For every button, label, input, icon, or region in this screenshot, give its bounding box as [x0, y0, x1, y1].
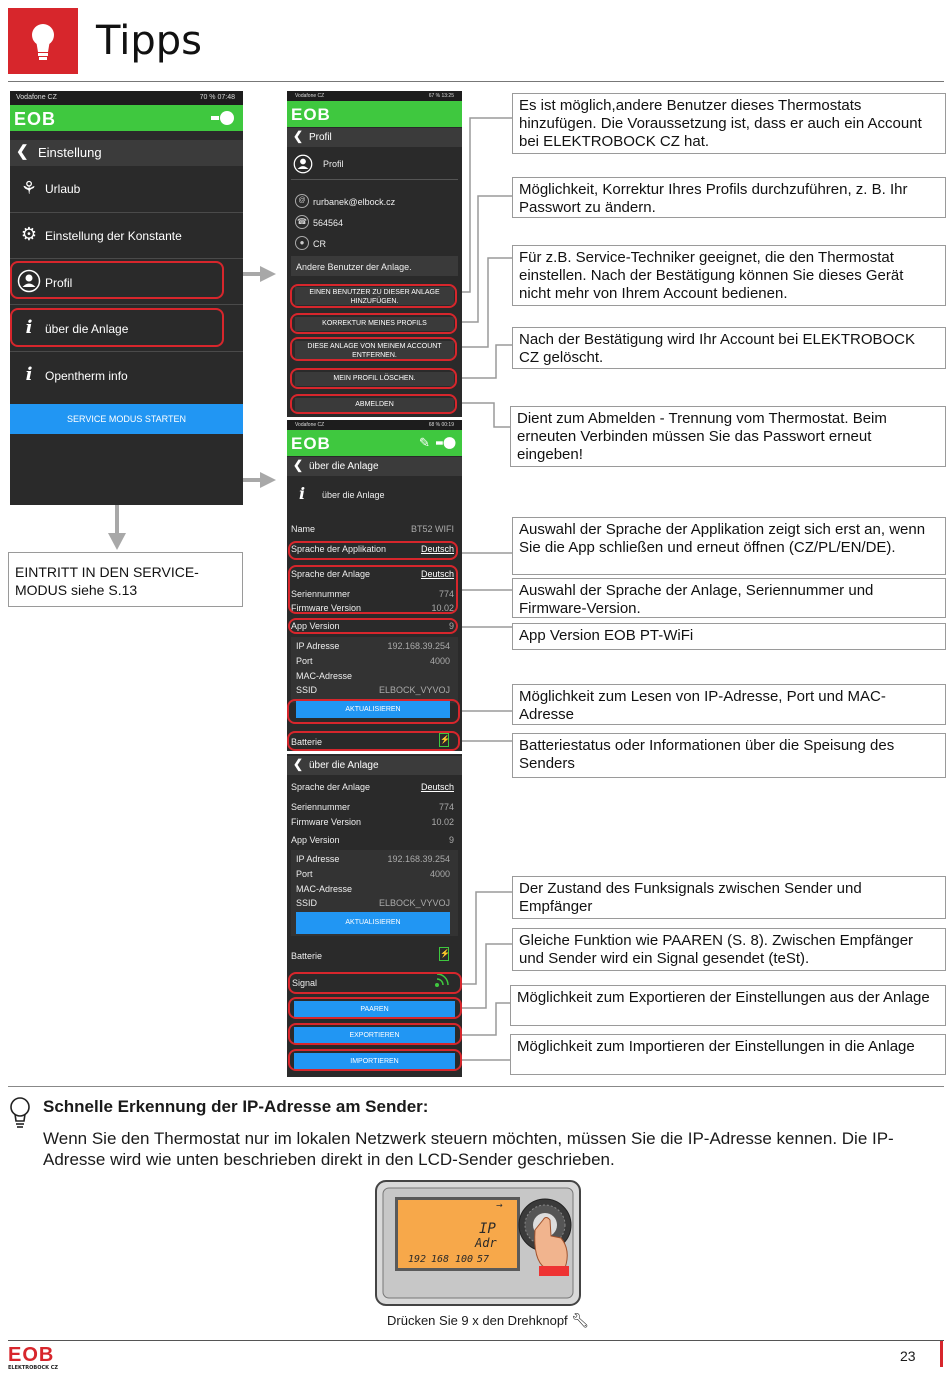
phone-icon: ☎ [295, 215, 309, 229]
mac-label: MAC-Adresse [296, 671, 353, 681]
service-mode-button[interactable]: SERVICE MODUS STARTEN [10, 404, 243, 434]
callout-export: Möglichkeit zum Exportieren der Einstellungen aus der Anlage [510, 985, 946, 1026]
device-language-select[interactable]: Deutsch [420, 782, 454, 792]
caption-text: Drücken Sie 9 x den Drehknopf [387, 1313, 568, 1328]
palm-tree-icon: ⚘ [20, 178, 38, 198]
highlight-battery [287, 731, 460, 751]
mac-label: MAC-Adresse [296, 884, 353, 894]
tip-heading: Schnelle Erkennung der IP-Adresse am Sender: [43, 1097, 429, 1116]
app-language-select[interactable]: Deutsch [420, 544, 454, 554]
battery-label: Batterie [291, 737, 323, 747]
callout-add-user: Es ist möglich,andere Benutzer dieses Thermostats hinzufügen. Die Voraussetzung ist, dass er auch ein Account bei ELEKTROBOCK CZ hat. [512, 93, 946, 154]
device-caption [387, 1312, 589, 1329]
highlight-import [288, 1049, 462, 1071]
location-icon: ● [295, 236, 309, 250]
app-language-label: Sprache der Applikation [291, 544, 387, 554]
profile-email: rurbanek@elbock.cz [313, 197, 396, 207]
screen-title: Einstellung [38, 145, 102, 160]
status-carrier: Vodafone CZ [295, 93, 325, 99]
lcd-line-ip: IP [479, 1221, 496, 1237]
port-label: Port [296, 656, 313, 666]
power-toggle-icon[interactable] [211, 110, 237, 126]
app-version-value: 9 [448, 835, 454, 845]
app-version-label: App Version [291, 835, 340, 845]
page-number: 23 [900, 1348, 916, 1364]
signal-label: Signal [292, 978, 318, 988]
menu-item-label: Profil [45, 276, 73, 290]
port-label: Port [296, 869, 313, 879]
svg-text:→: → [496, 1201, 503, 1210]
highlight-delete-profile [290, 368, 457, 389]
battery-power-icon: ⚡ [439, 733, 449, 747]
menu-item-konstante[interactable] [10, 213, 243, 259]
callout-remove-device: Für z.B. Service-Techniker geeignet, die den Thermostat einstellen. Nach der Bestätigung können Sie dieses Gerät nicht mehr von Ihrem Account bedienen. [512, 245, 946, 306]
back-bar[interactable] [287, 457, 462, 476]
lcd-digit: 100 [455, 1254, 474, 1265]
eob-logo: EOB [291, 105, 331, 124]
highlight-logout [290, 394, 457, 414]
thermostat-device-illustration [375, 1180, 581, 1306]
ip-value: 192.168.39.254 [387, 641, 450, 651]
highlight-ueber-anlage [10, 308, 224, 347]
power-toggle-icon[interactable] [436, 435, 458, 451]
highlight-add-user [290, 284, 457, 308]
callout-import: Möglichkeit zum Importieren der Einstellungen in die Anlage [510, 1034, 946, 1075]
status-battery-time: 68 % 00:19 [428, 422, 454, 428]
status-carrier: Vodafone CZ [16, 94, 57, 101]
refresh-button[interactable]: AKTUALISIEREN [296, 912, 450, 934]
back-bar[interactable] [287, 128, 462, 147]
chevron-left-icon: ❮ [293, 458, 304, 472]
divider [291, 179, 458, 180]
profile-phone: 564564 [313, 218, 344, 228]
callout-device-info: Auswahl der Sprache der Anlage, Seriennummer und Firmware-Version. [512, 578, 946, 618]
highlight-refresh [287, 699, 460, 724]
chevron-left-icon: ❮ [16, 143, 29, 160]
name-label: Name [291, 524, 316, 534]
gears-icon: ⚙ [20, 224, 38, 244]
tip-text: Wenn Sie den Thermostat nur im lokalen Netzwerk steuern möchten, müssen Sie die IP-Adresse kennen. Die IP-Adresse wird wie unten beschrieben direkt in den LCD-Sender geschrieben. [43, 1129, 894, 1169]
page-title: Tipps [96, 18, 202, 64]
edit-pencil-icon[interactable]: ✎ [419, 435, 430, 450]
lcd-digit: 168 [431, 1254, 450, 1265]
status-bar [10, 91, 243, 105]
user-icon [293, 154, 313, 174]
ssid-label: SSID [296, 898, 318, 908]
menu-item-opentherm[interactable] [10, 352, 243, 399]
lightbulb-icon [8, 1096, 32, 1132]
menu-item-label: Opentherm info [45, 369, 128, 383]
section-title: über die Anlage [322, 490, 385, 500]
firmware-label: Firmware Version [291, 603, 362, 613]
screen-title: über die Anlage [309, 760, 379, 771]
battery-label: Batterie [291, 951, 323, 961]
back-bar[interactable] [10, 140, 243, 166]
status-battery-time: 67 % 13:25 [428, 93, 454, 99]
menu-item-label: Einstellung der Konstante [45, 229, 182, 243]
status-carrier: Vodafone CZ [295, 422, 325, 428]
highlight-app-language [288, 541, 458, 560]
refresh-button[interactable]: AKTUALISIEREN [296, 701, 450, 718]
port-value: 4000 [429, 869, 450, 879]
ip-label: IP Adresse [296, 641, 340, 651]
remove-device-button[interactable]: DIESE ANLAGE VON MEINEM ACCOUNT ENTFERNEN. [295, 341, 454, 359]
chevron-left-icon: ❮ [293, 757, 304, 771]
menu-item-label: Urlaub [45, 182, 81, 196]
serial-value: 774 [438, 802, 454, 812]
highlight-remove-device [290, 337, 457, 361]
firmware-label: Firmware Version [291, 817, 362, 827]
firmware-value: 10.02 [431, 603, 454, 613]
serial-value: 774 [438, 589, 454, 599]
callout-signal: Der Zustand des Funksignals zwischen Sender und Empfänger [512, 876, 946, 919]
lcd-line-adr: Adr [475, 1236, 497, 1250]
callout-delete-profile: Nach der Bestätigung wird Ihr Account bei ELEKTROBOCK CZ gelöscht. [512, 327, 946, 369]
info-icon: i [25, 364, 33, 385]
name-value: BT52 WIFI [410, 524, 454, 534]
status-battery-time: 70 % 07:48 [199, 94, 235, 101]
app-header-bar [10, 105, 243, 131]
callout-logout: Dient zum Abmelden - Trennung vom Thermostat. Beim erneuten Verbinden müssen Sie das Passwort erneut eingeben! [510, 406, 946, 467]
callout-pair: Gleiche Funktion wie PAAREN (S. 8). Zwischen Empfänger und Sender wird ein Signal gesendet (teSt). [512, 928, 946, 971]
lcd-digit: 192 [408, 1254, 427, 1265]
callout-app-version: App Version EOB PT-WiFi [512, 623, 946, 650]
eob-logo: EOB [291, 434, 331, 453]
info-icon: i [25, 317, 33, 338]
footer-logo-text: ELEKTROBOCK CZ [8, 1365, 59, 1371]
wrench-icon: 🔧︎ [571, 1312, 590, 1328]
profile-label: Profil [323, 159, 344, 169]
callout-ip-address: Möglichkeit zum Lesen von IP-Adresse, Port und MAC-Adresse [512, 684, 946, 725]
screen-title: Profil [309, 132, 332, 143]
callout-battery: Batteriestatus oder Informationen über die Speisung des Senders [512, 733, 946, 778]
battery-power-icon: ⚡ [439, 947, 449, 961]
chevron-left-icon: ❮ [293, 129, 304, 143]
status-bar [287, 420, 462, 430]
highlight-signal [288, 972, 462, 994]
footer-logo [8, 1345, 68, 1371]
add-user-button[interactable]: EINEN BENUTZER ZU DIESER ANLAGE HINZUFÜGEN. [295, 287, 454, 305]
info-icon: i [299, 484, 306, 503]
highlight-profil [10, 261, 224, 299]
app-header-bar [287, 430, 462, 456]
serial-label: Seriennummer [291, 589, 351, 599]
callout-edit-profile: Möglichkeit, Korrektur Ihres Profils durchzuführen, z. B. Ihr Passwort zu ändern. [512, 177, 946, 218]
firmware-value: 10.02 [431, 817, 454, 827]
service-mode-note: EINTRITT IN DEN SERVICE-MODUS siehe S.13 [8, 552, 243, 607]
device-language-label: Sprache der Anlage [291, 569, 371, 579]
serial-label: Seriennummer [291, 802, 351, 812]
app-version-value: 9 [448, 621, 454, 631]
import-button[interactable]: IMPORTIEREN [294, 1053, 455, 1070]
ssid-value: ELBOCK_VYVOJ [378, 685, 450, 695]
export-button[interactable]: EXPORTIEREN [294, 1027, 455, 1044]
ip-value: 192.168.39.254 [387, 854, 450, 864]
email-icon: @ [295, 194, 309, 208]
highlight-app-version [288, 618, 458, 634]
logout-button[interactable]: ABMELDEN [295, 398, 454, 412]
ip-label: IP Adresse [296, 854, 340, 864]
highlight-export [288, 1023, 462, 1045]
other-users-bar [291, 256, 458, 276]
app-header-bar [287, 101, 462, 127]
pair-button[interactable]: PAAREN [294, 1001, 455, 1018]
status-bar [287, 91, 462, 101]
menu-item-urlaub[interactable] [10, 168, 243, 213]
menu-item-label: über die Anlage [45, 322, 129, 336]
profile-country: CR [313, 239, 326, 249]
lcd-digit: 57 [477, 1254, 490, 1265]
device-language-label: Sprache der Anlage [291, 782, 371, 792]
section-divider [8, 1086, 944, 1087]
eob-logo: EOB [14, 109, 57, 129]
app-version-label: App Version [291, 621, 340, 631]
ssid-label: SSID [296, 685, 318, 695]
highlight-edit-profile [290, 313, 457, 334]
footer-logo-mark: EOB [8, 1344, 55, 1366]
back-bar[interactable] [287, 756, 462, 775]
port-value: 4000 [429, 656, 450, 666]
other-users-label: Andere Benutzer der Anlage. [296, 262, 412, 272]
callout-app-language: Auswahl der Sprache der Applikation zeigt sich erst an, wenn Sie die App schließen und erneut öffnen (CZ/PL/EN/DE). [512, 517, 946, 575]
screen-title: über die Anlage [309, 461, 379, 472]
highlight-device-info [288, 565, 458, 614]
footer-accent-bar [940, 1341, 943, 1367]
delete-profile-button[interactable]: MEIN PROFIL LÖSCHEN. [295, 372, 454, 386]
edit-profile-button[interactable]: KORREKTUR MEINES PROFILS [295, 317, 454, 331]
ssid-value: ELBOCK_VYVOJ [378, 898, 450, 908]
highlight-pair [288, 997, 462, 1019]
device-language-select[interactable]: Deutsch [420, 569, 454, 579]
footer-divider [8, 1340, 944, 1341]
